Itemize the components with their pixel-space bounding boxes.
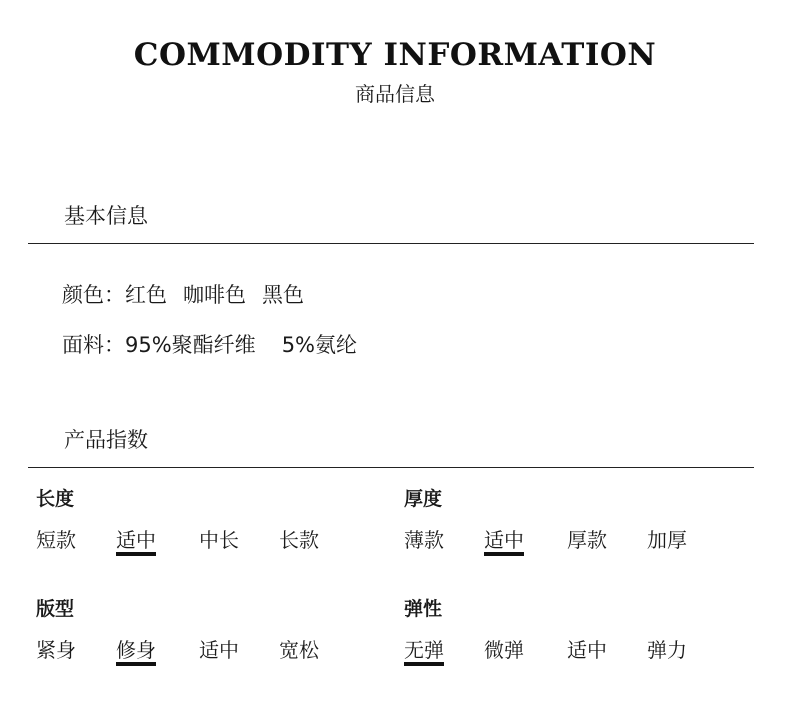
index-group bbox=[404, 486, 744, 566]
index-option-selected: 无弹 bbox=[404, 638, 444, 662]
index-group bbox=[36, 596, 376, 676]
index-option: 适中 bbox=[199, 638, 239, 662]
fabric-value: 95%聚酯纤维 bbox=[125, 333, 256, 357]
index-group-title: 弹性 bbox=[404, 598, 443, 620]
color-label: 颜色： bbox=[62, 283, 125, 307]
index-option-selected: 修身 bbox=[116, 638, 156, 662]
index-option: 微弹 bbox=[484, 638, 524, 662]
index-option: 厚款 bbox=[567, 528, 607, 552]
basic-info-heading: 基本信息 bbox=[64, 204, 148, 228]
color-value: 红色 bbox=[125, 283, 167, 307]
index-option: 宽松 bbox=[279, 638, 319, 662]
index-option-selected: 适中 bbox=[116, 528, 156, 552]
index-group bbox=[36, 486, 376, 566]
index-option: 薄款 bbox=[404, 528, 444, 552]
index-group bbox=[404, 596, 744, 676]
color-row bbox=[62, 280, 320, 310]
fabric-row bbox=[62, 330, 373, 360]
product-index-heading: 产品指数 bbox=[64, 428, 148, 452]
index-option: 短款 bbox=[36, 528, 76, 552]
color-value: 咖啡色 bbox=[183, 283, 246, 307]
basic-info-divider bbox=[28, 243, 754, 244]
index-option: 紧身 bbox=[36, 638, 76, 662]
page-title-english: COMMODITY INFORMATION bbox=[133, 37, 657, 73]
fabric-label: 面料： bbox=[62, 333, 125, 357]
index-option-selected: 适中 bbox=[484, 528, 524, 552]
index-option: 弹力 bbox=[647, 638, 687, 662]
index-group-title: 厚度 bbox=[404, 488, 443, 510]
fabric-value: 5%氨纶 bbox=[281, 333, 358, 357]
index-group-title: 长度 bbox=[36, 488, 75, 510]
product-index-divider bbox=[28, 467, 754, 468]
index-option: 中长 bbox=[199, 528, 239, 552]
index-option: 长款 bbox=[279, 528, 319, 552]
index-group-title: 版型 bbox=[36, 598, 75, 620]
page-title-chinese: 商品信息 bbox=[355, 82, 435, 106]
index-option: 加厚 bbox=[647, 528, 687, 552]
index-option: 适中 bbox=[567, 638, 607, 662]
color-value: 黑色 bbox=[262, 283, 304, 307]
